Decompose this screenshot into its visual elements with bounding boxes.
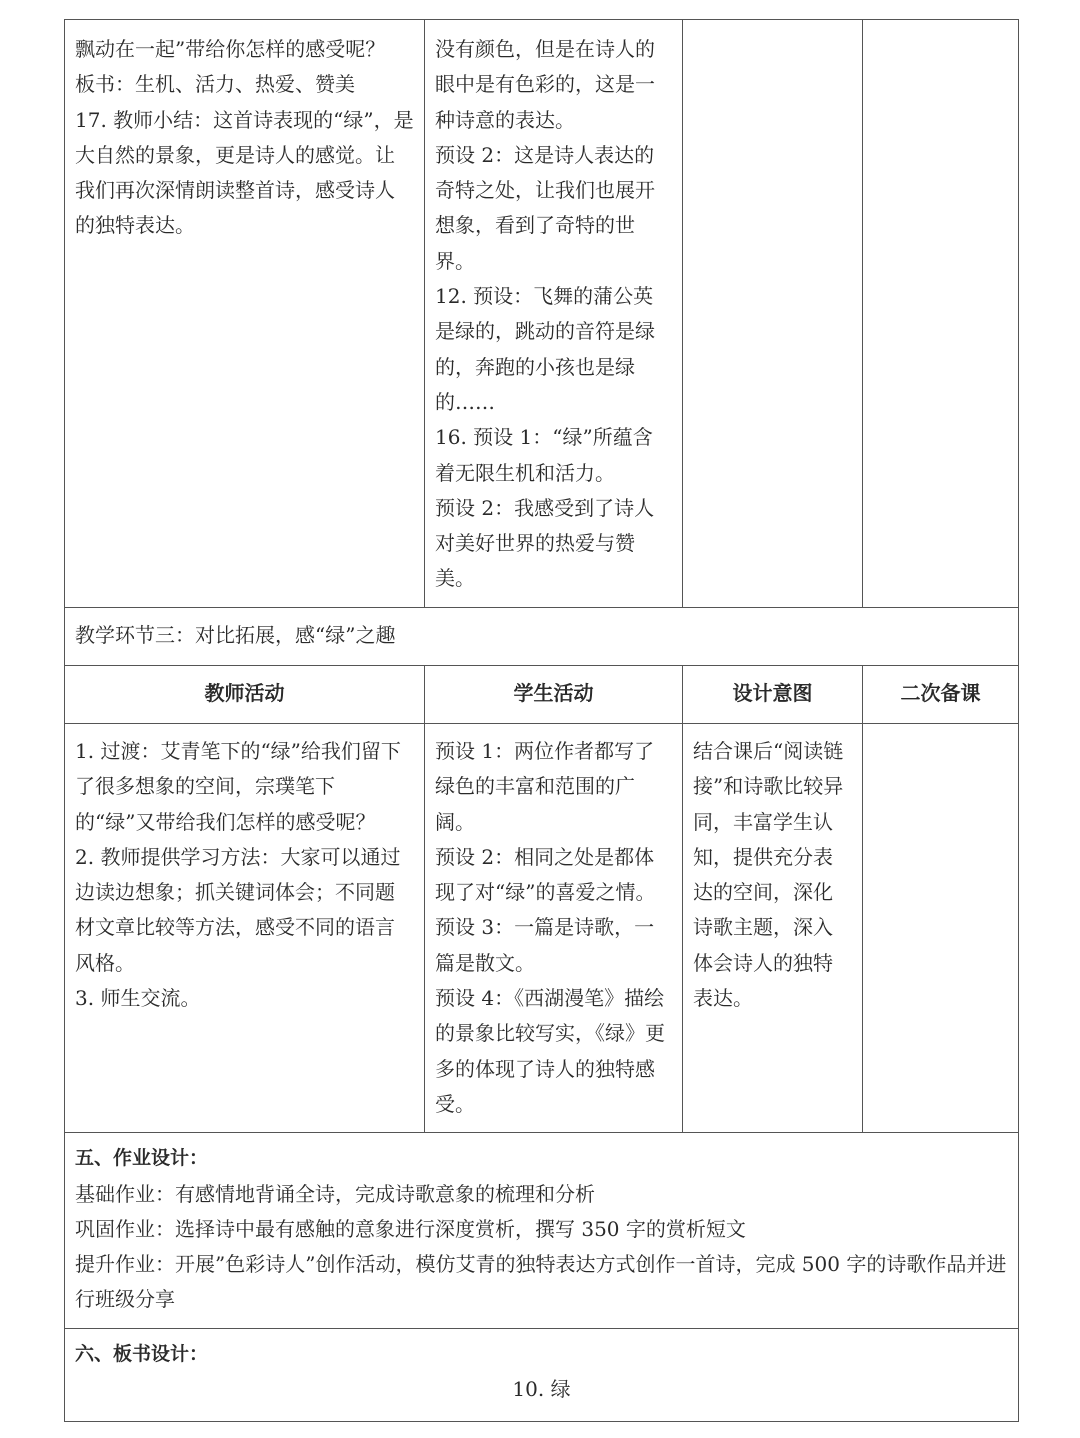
homework-item: 巩固作业：选择诗中最有感触的意象进行深度赏析，撰写 350 字的赏析短文 [75, 1216, 746, 1241]
section3-body-row [65, 724, 1019, 1133]
homework-item: 提升作业：开展”色彩诗人”创作活动，模仿艾青的独特表达方式创作一首诗，完成 500 字的诗歌作品并进行班级分享 [75, 1252, 1007, 1312]
section-title: 教学环节三：对比拓展，感“绿”之趣 [65, 608, 1019, 666]
student-text: 预设 2：相同之处是都体现了对“绿”的喜爱之情。 [435, 844, 656, 905]
header-teacher: 教师活动 [65, 666, 425, 724]
student-text: 预设 2：这是诗人表达的奇特之处，让我们也展开想象，看到了奇特的世界。 [435, 142, 655, 273]
lesson-plan-table [64, 19, 1019, 1422]
student-text: 12. 预设：飞舞的蒲公英是绿的，跳动的音符是绿的，奔跑的小孩也是绿的…… [435, 284, 655, 414]
teacher-text: 飘动在一起”带给你怎样的感受呢？ [75, 37, 386, 61]
homework-cell [65, 1133, 1019, 1328]
teacher-text: 17. 教师小结：这首诗表现的“绿”，是大自然的景象，更是诗人的感觉。让我们再次深情朗读整首诗，感受诗人的独特表达。 [75, 107, 414, 238]
section-title-row [65, 608, 1019, 666]
header-second: 二次备课 [863, 666, 1019, 724]
second-prep-cell [863, 724, 1019, 1133]
board-row [65, 1328, 1019, 1422]
header-student: 学生活动 [425, 666, 683, 724]
second-prep-cell [863, 20, 1019, 608]
board-content: 10. 绿 [512, 1377, 571, 1402]
student-text: 预设 4：《西湖漫笔》描绘的景象比较写实，《绿》更多的体现了诗人的独特感受。 [435, 986, 665, 1116]
teacher-text: 3. 师生交流。 [75, 986, 201, 1011]
header-row [65, 666, 1019, 724]
student-activity-cell [425, 20, 683, 608]
teacher-text: 2. 教师提供学习方法：大家可以通过边读边想象；抓关键词体会；不同题材文章比较等方法，感受不同的语言风格。 [75, 844, 401, 975]
homework-title: 五、作业设计： [75, 1147, 209, 1170]
design-intent-cell [683, 20, 863, 608]
student-text: 预设 2：我感受到了诗人对美好世界的热爱与赞美。 [435, 495, 655, 591]
student-text: 预设 1：两位作者都写了绿色的丰富和范围的广阔。 [435, 739, 655, 834]
board-cell [65, 1328, 1019, 1422]
student-activity-cell [425, 724, 683, 1133]
design-intent-cell [683, 724, 863, 1133]
intent-text: 结合课后“阅读链接”和诗歌比较异同，丰富学生认知，提供充分表达的空间，深化诗歌主题，深入体会诗人的独特表达。 [693, 739, 844, 1011]
teacher-activity-cell [65, 724, 425, 1133]
header-intent: 设计意图 [683, 666, 863, 724]
teacher-text: 1. 过渡：艾青笔下的“绿”给我们留下了很多想象的空间，宗璞笔下的“绿”又带给我们怎样的感受呢？ [75, 739, 401, 834]
teacher-text: 板书：生机、活力、热爱、赞美 [75, 72, 355, 97]
top-block-row [65, 20, 1019, 608]
board-title: 六、板书设计： [75, 1342, 209, 1365]
student-text: 没有颜色，但是在诗人的眼中是有色彩的，这是一种诗意的表达。 [435, 37, 655, 132]
homework-item: 基础作业：有感情地背诵全诗，完成诗歌意象的梳理和分析 [75, 1181, 595, 1206]
student-text: 16. 预设 1：“绿”所蕴含着无限生机和活力。 [435, 425, 653, 485]
teacher-activity-cell [65, 20, 425, 608]
student-text: 预设 3：一篇是诗歌，一篇是散文。 [435, 915, 655, 975]
homework-row [65, 1133, 1019, 1328]
